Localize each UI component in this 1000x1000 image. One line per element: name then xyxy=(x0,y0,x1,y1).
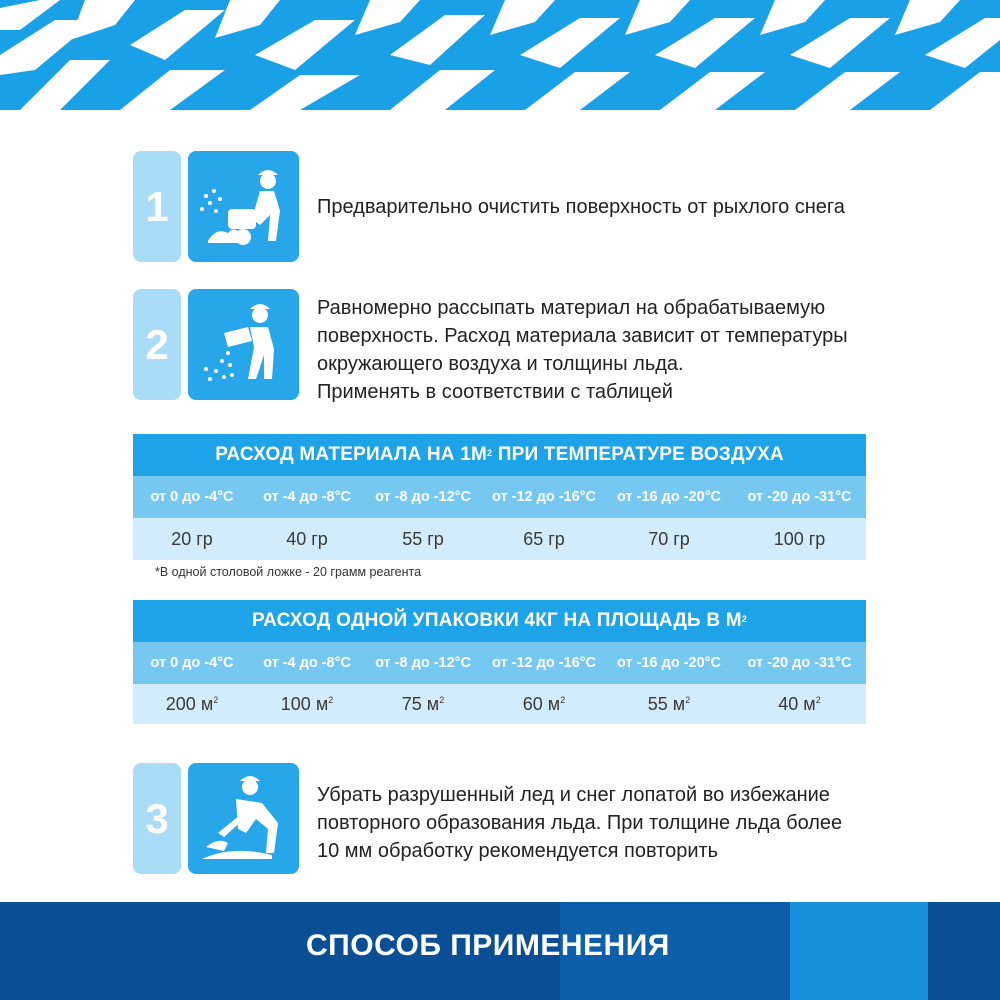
value-text: 55 м xyxy=(647,693,686,714)
package-coverage-table xyxy=(133,600,866,724)
step-2-text-line: поверхность. Расход материала зависит от температуры xyxy=(317,325,848,347)
temperature-cell: от 0 до -4°С xyxy=(150,655,234,671)
temperature-cell: от -12 до -16°С xyxy=(492,655,596,671)
value-cell xyxy=(605,694,733,715)
temperature-cell: от -4 до -8°С xyxy=(263,655,351,671)
value-row xyxy=(133,684,866,724)
table-title xyxy=(133,434,866,476)
unit-superscript: 2 xyxy=(439,694,445,705)
value-cell: 70 гр xyxy=(648,528,690,549)
temperature-cell: от -20 до -31°С xyxy=(747,489,852,505)
step-2-text-line: окружающего воздуха и толщины льда. xyxy=(317,353,684,375)
value-cell xyxy=(733,694,866,715)
value-cell: 55 гр xyxy=(402,528,444,549)
step-number-badge xyxy=(133,763,181,874)
step-2-text-line: Равномерно рассыпать материал на обрабатываемую xyxy=(317,297,826,319)
temperature-row xyxy=(133,642,866,684)
footer-banner xyxy=(0,902,1000,1000)
value-cell: 40 гр xyxy=(286,528,328,549)
footer-title: СПОСОБ ПРИМЕНЕНИЯ xyxy=(306,929,670,962)
value-text: 100 м xyxy=(280,693,329,714)
footer-stripe xyxy=(790,902,928,1000)
value-row xyxy=(133,518,866,560)
step-number: 3 xyxy=(145,794,169,842)
table-title-superscript: 2 xyxy=(487,448,493,458)
step-number: 1 xyxy=(145,182,169,230)
table-title-text: РАСХОД МАТЕРИАЛА НА 1М xyxy=(215,444,488,465)
value-cell xyxy=(251,694,363,715)
step-number: 2 xyxy=(145,320,169,368)
footer-stripe xyxy=(928,902,1000,1000)
footnote: *В одной столовой ложке - 20 грамм реагента xyxy=(155,565,422,579)
unit-superscript: 2 xyxy=(213,694,219,705)
step-1-text-line: Предварительно очистить поверхность от рыхлого снега xyxy=(317,196,845,218)
temperature-cell: от -8 до -12°С xyxy=(375,655,471,671)
value-cell: 100 гр xyxy=(773,528,826,549)
temperature-cell: от -4 до -8°С xyxy=(263,489,351,505)
temperature-row xyxy=(133,476,866,518)
step-3-text-line: Убрать разрушенный лед и снег лопатой во избежание xyxy=(317,784,830,806)
shoveling-worker-icon xyxy=(188,763,299,874)
value-text: 40 м xyxy=(778,693,816,714)
step-number-badge xyxy=(133,289,181,400)
step-3-text-line: повторного образования льда. При толщине льда более xyxy=(317,812,843,834)
step-3-text-line: 10 мм обработку рекомендуется повторить xyxy=(317,840,719,862)
value-text: 200 м xyxy=(165,693,214,714)
temperature-cell: от -16 до -20°С xyxy=(617,655,721,671)
temperature-cell: от -12 до -16°С xyxy=(492,489,596,505)
temperature-cell: от -20 до -31°С xyxy=(747,655,852,671)
unit-superscript: 2 xyxy=(685,694,691,705)
snow-blower-worker-icon xyxy=(188,151,299,262)
unit-superscript: 2 xyxy=(328,694,334,705)
table-title-text-rest: ПРИ ТЕМПЕРАТУРЕ ВОЗДУХА xyxy=(492,444,784,465)
temperature-cell: от 0 до -4°С xyxy=(150,489,234,505)
value-cell xyxy=(363,694,483,715)
step-2-text-line: Применять в соответствии с таблицей xyxy=(317,381,673,403)
value-cell xyxy=(133,694,251,715)
table-title-superscript: 2 xyxy=(741,614,748,624)
spreading-material-worker-icon xyxy=(188,289,299,400)
value-cell xyxy=(483,694,605,715)
value-text: 60 м xyxy=(522,693,561,714)
tread-pattern-banner xyxy=(0,0,1000,110)
temperature-cell: от -16 до -20°С xyxy=(617,489,721,505)
value-cell: 65 гр xyxy=(523,528,565,549)
consumption-per-m2-table xyxy=(133,434,866,560)
tread-pattern-graphic xyxy=(0,0,1000,110)
value-text: 75 м xyxy=(401,693,440,714)
table-title-text: РАСХОД ОДНОЙ УПАКОВКИ 4КГ НА ПЛОЩАДЬ В М xyxy=(251,610,742,631)
temperature-cell: от -8 до -12°С xyxy=(375,489,471,505)
unit-superscript: 2 xyxy=(815,694,821,705)
unit-superscript: 2 xyxy=(560,694,566,705)
table-title xyxy=(133,600,866,642)
value-cell: 20 гр xyxy=(171,528,213,549)
step-number-badge xyxy=(133,151,181,262)
